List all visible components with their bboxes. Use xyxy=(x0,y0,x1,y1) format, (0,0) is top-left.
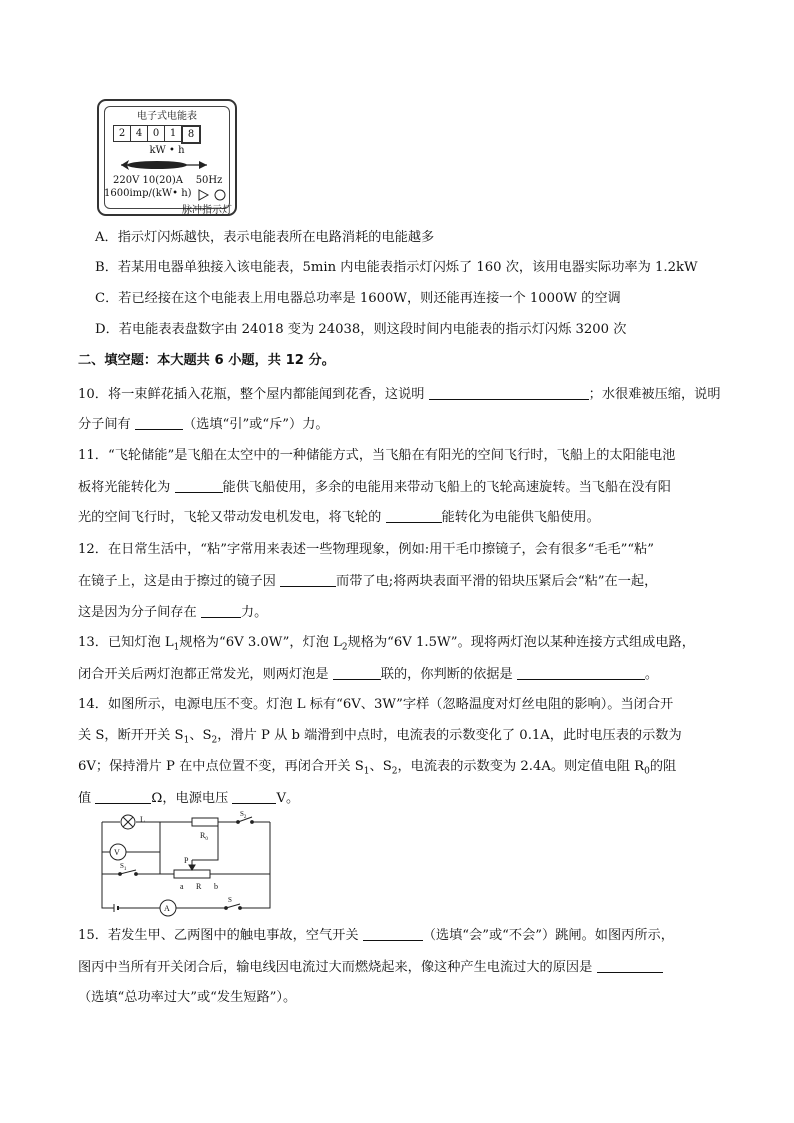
option-c: C．若已经接在这个电能表上用电器总功率是 1600W，则还能再连接一个 1000W 的空调 xyxy=(95,291,621,306)
meter-title: 电子式电能表 xyxy=(137,111,197,122)
q15-line2: 图丙中当所有开关闭合后，输电线因电流过大而燃烧起来，像这种产生电流过大的原因是 xyxy=(78,958,663,977)
q11-line3: 光的空间飞行时，飞轮又带动发电机发电，将飞轮的 能转化为电能供飞船使用。 xyxy=(78,510,600,525)
circuit-diagram xyxy=(100,810,272,914)
label-a-end: a xyxy=(180,882,184,891)
rheostat-icon xyxy=(174,870,210,878)
q15-line1: 15．若发生甲、乙两图中的触电事故，空气开关 （选填“会”或“不会”）跳闸。如图丙所示， xyxy=(78,928,674,943)
answer-blank[interactable] xyxy=(429,385,589,400)
option-b: B．若某用电器单独接入该电能表，5min 内电能表指示灯闪烁了 160 次，该用电器实际功率为 1.2kW xyxy=(95,260,698,275)
label-s1: $S_1$ xyxy=(120,862,127,872)
q12-line2: 在镜子上，这是由于擦过的镜子因 而带了电;将两块表面平滑的铅块压紧后会“粘”在一起， xyxy=(78,574,658,589)
label-v: V xyxy=(114,848,120,857)
meter-digit: 1 xyxy=(164,125,182,142)
option-a: A．指示灯闪烁越快，表示电能表所在电路消耗的电能越多 xyxy=(95,230,435,245)
battery-icon xyxy=(114,904,118,912)
meter-unit: kW • h xyxy=(149,145,185,156)
meter-digit: 0 xyxy=(147,125,165,142)
meter-digit: 8 xyxy=(181,125,201,144)
answer-blank[interactable] xyxy=(597,958,663,973)
slider-arrow-icon xyxy=(189,865,195,870)
q14-line2: 关 S，断开开关 $S_1$、$S_2$，滑片 P 从 b 端滑到中点时，电流表的示数变化了 0.1A，此时电压表的示数为 xyxy=(78,728,682,746)
meter-lamp-label: 脉冲指示灯 xyxy=(182,205,232,216)
switch-s-icon xyxy=(225,904,242,909)
pulse-lamp-icon xyxy=(197,189,231,201)
q11-line2: 板将光能转化为 能供飞船使用，多余的电能用来带动飞船上的飞轮高速旋转。当飞船在没有阳 xyxy=(78,480,671,495)
label-s: S xyxy=(228,896,232,904)
answer-blank[interactable] xyxy=(386,508,442,523)
label-l: L xyxy=(140,815,145,824)
answer-blank[interactable] xyxy=(517,665,645,680)
wire xyxy=(102,822,114,908)
meter-imp: 1600imp/(kW• h) xyxy=(104,188,192,199)
resistor-r0-icon xyxy=(192,818,218,826)
meter-digit: 4 xyxy=(130,125,148,142)
q10-line1: 10．将一束鲜花插入花瓶，整个屋内都能闻到花香，这说明 ；水很难被压缩，说明 xyxy=(78,387,721,402)
label-r: R xyxy=(196,882,202,891)
q14-line1: 14．如图所示，电源电压不变。灯泡 L 标有“6V、3W”字样（忽略温度对灯丝电阻的影响）。当闭合开 xyxy=(78,697,674,712)
meter-disc-arrow-icon xyxy=(117,159,213,171)
answer-blank[interactable] xyxy=(135,415,183,430)
answer-blank[interactable] xyxy=(95,789,151,804)
meter-digits xyxy=(113,125,200,144)
q12-line3: 这是因为分子间存在 力。 xyxy=(78,605,268,620)
answer-blank[interactable] xyxy=(280,572,336,587)
meter-rating: 220V 10(20)A 50Hz xyxy=(113,175,223,186)
meter-digit: 2 xyxy=(113,125,131,142)
answer-blank[interactable] xyxy=(201,603,241,618)
q11-line1: 11．“飞轮储能”是飞船在太空中的一种储能方式，当飞船在有阳光的空间飞行时，飞船上的太阳能电池 xyxy=(78,448,676,463)
q13-line1: 13．已知灯泡 $L_1$规格为“6V 3.0W”，灯泡 $L_2$规格为“6V 1.5W”。现将两灯泡以某种连接方式组成电路， xyxy=(78,635,695,653)
lamp-icon xyxy=(121,815,135,829)
answer-blank[interactable] xyxy=(175,478,223,493)
option-d: D．若电能表表盘数字由 24018 变为 24038，则这段时间内电能表的指示灯闪烁 3200 次 xyxy=(95,322,627,337)
label-s2: $S_2$ xyxy=(240,810,247,820)
label-a: A xyxy=(164,904,170,913)
q15-line3: （选填“总功率过大”或“发生短路”）。 xyxy=(78,990,297,1005)
q14-line4: 值 Ω，电源电压 V。 xyxy=(78,791,300,806)
answer-blank[interactable] xyxy=(363,926,423,941)
switch-s1-icon xyxy=(119,870,138,875)
energy-meter-figure xyxy=(97,99,237,216)
section-heading: 二、填空题：本大题共 6 小题，共 12 分。 xyxy=(78,353,335,368)
q12-line1: 12．在日常生活中，“粘”字常用来表述一些物理现象，例如:用干毛巾擦镜子，会有很多“毛毛”“粘” xyxy=(78,542,654,557)
label-p: P xyxy=(184,856,189,865)
answer-blank[interactable] xyxy=(232,789,276,804)
q10-line2: 分子间有 （选填“引”或“斥”）力。 xyxy=(78,417,329,432)
q13-line2: 闭合开关后两灯泡都正常发光，则两灯泡是 联的，你判断的依据是 。 xyxy=(78,667,659,682)
wire xyxy=(240,822,270,908)
label-b-end: b xyxy=(214,882,218,891)
label-r0: $R_0$ xyxy=(200,831,208,842)
q14-line3: 6V；保持滑片 P 在中点位置不变，再闭合开关 $S_1$、$S_2$，电流表的示数变为 2.4A。则定值电阻 $R_0$的阻 xyxy=(78,759,677,777)
answer-blank[interactable] xyxy=(333,665,381,680)
